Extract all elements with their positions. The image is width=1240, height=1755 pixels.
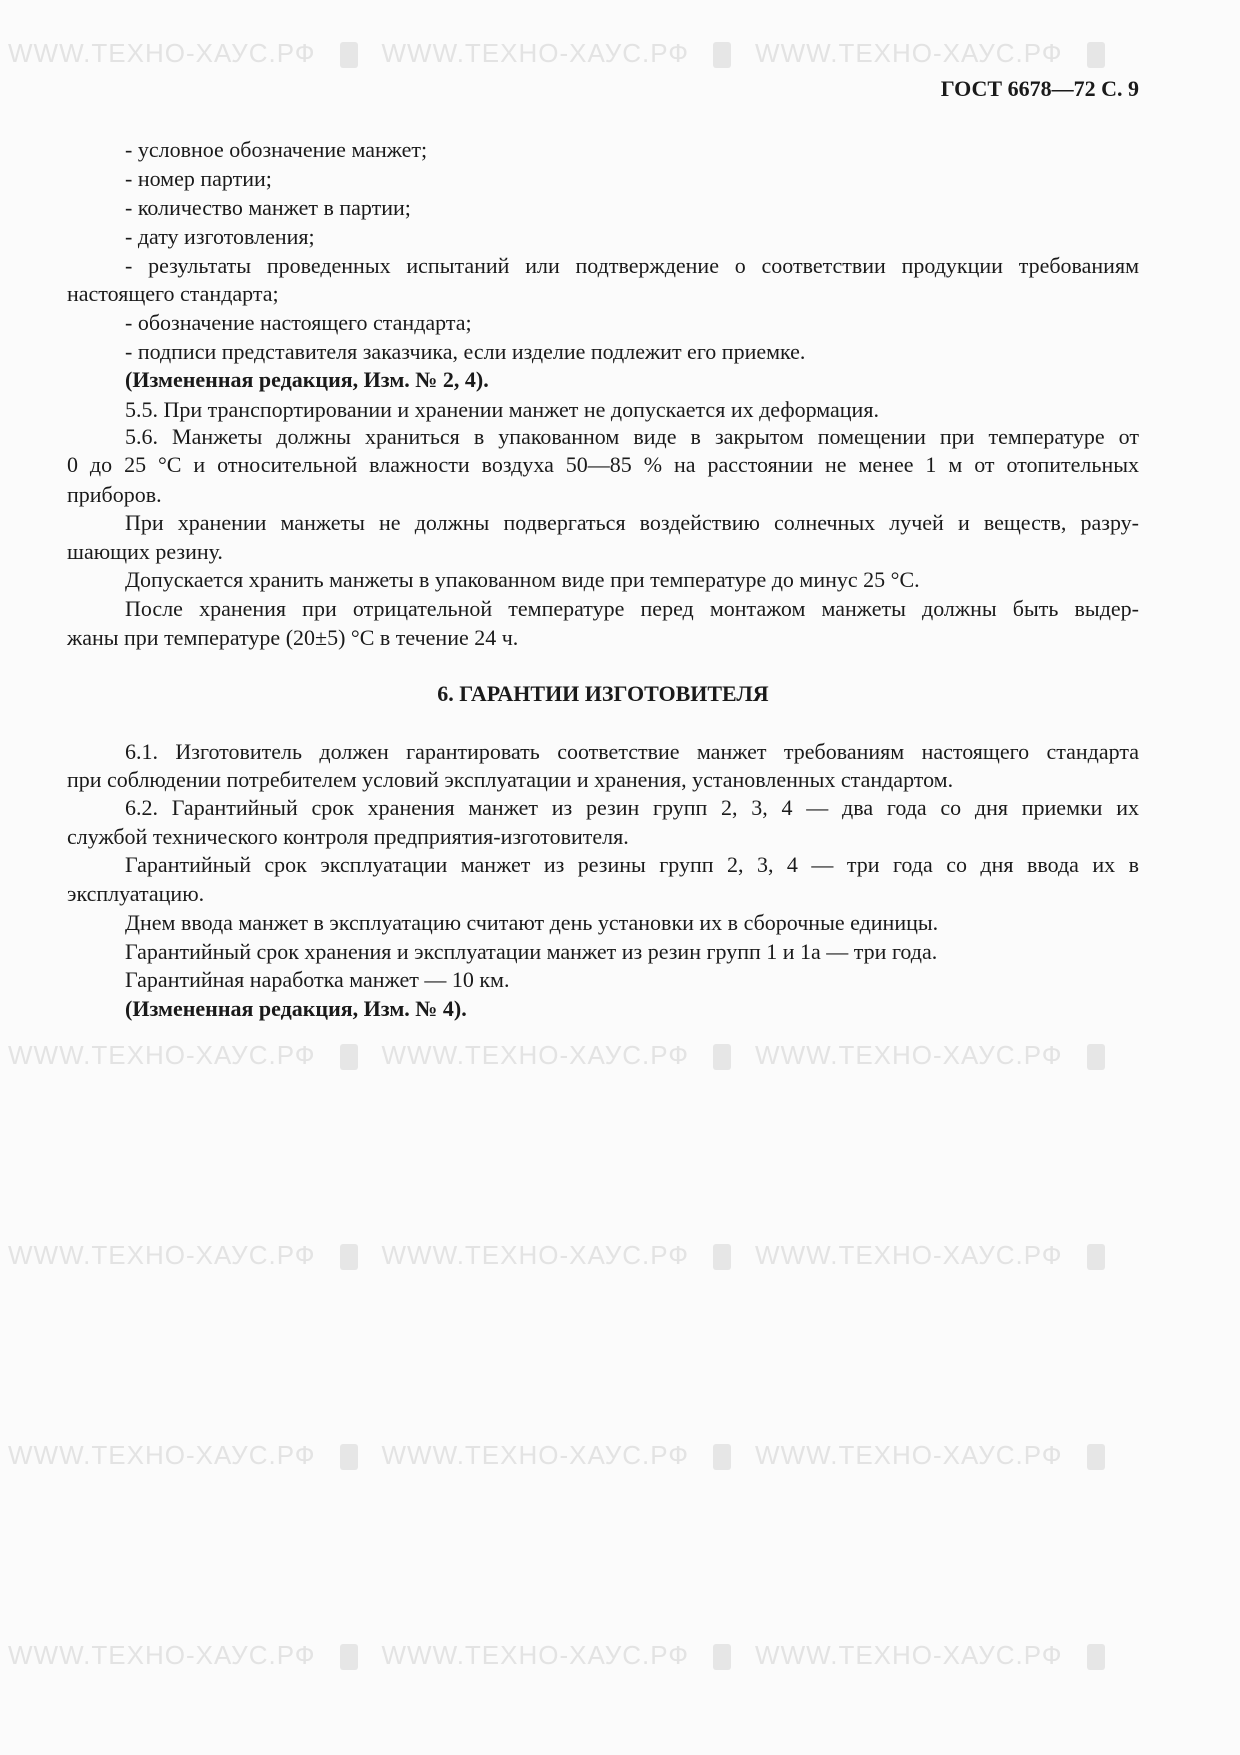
watermark-text: WWW.ТЕХНО-ХАУС.РФ (755, 38, 1063, 68)
watermark-logo-icon (340, 42, 358, 68)
text-line: - условное обозначение манжет; (125, 137, 428, 162)
text-line: После хранения при отрицательной температуре перед монтажом манжеты должны быть выдер- (125, 596, 1139, 621)
text-line: 0 до 25 °С и относительной влажности воздуха 50—85 % на расстоянии не менее 1 м от отопительных (67, 452, 1139, 477)
watermark-text: WWW.ТЕХНО-ХАУС.РФ (8, 1640, 316, 1670)
text-line: - подписи представителя заказчика, если изделие подлежит его приемке. (125, 339, 806, 364)
watermark-logo-icon (713, 1244, 731, 1270)
watermark-logo-icon (713, 1444, 731, 1470)
text-line: жаны при температуре (20±5) °С в течение 24 ч. (67, 625, 519, 650)
text-line: эксплуатацию. (67, 881, 205, 906)
text-line: 6.2. Гарантийный срок хранения манжет из резин групп 2, 3, 4 — два года со дня приемки их (125, 795, 1139, 820)
watermark-text: WWW.ТЕХНО-ХАУС.РФ (381, 1240, 690, 1270)
document-reference: ГОСТ 6678—72 С. 9 (940, 76, 1139, 101)
watermark-logo-icon (340, 1244, 358, 1270)
amendment-note: (Измененная редакция, Изм. № 2, 4). (125, 367, 489, 392)
watermark-logo-icon (340, 1644, 358, 1670)
watermark-logo-icon (713, 1044, 731, 1070)
watermark-text: WWW.ТЕХНО-ХАУС.РФ (381, 1440, 690, 1470)
watermark-text: WWW.ТЕХНО-ХАУС.РФ (755, 1440, 1063, 1470)
text-line: При хранении манжеты не должны подвергаться воздействию солнечных лучей и веществ, разру- (125, 510, 1139, 535)
watermark-logo-icon (1087, 1444, 1105, 1470)
watermark-text: WWW.ТЕХНО-ХАУС.РФ (8, 1440, 316, 1470)
text-line: Допускается хранить манжеты в упакованном виде при температуре до минус 25 °С. (125, 567, 920, 592)
watermark-logo-icon (1087, 1644, 1105, 1670)
text-line: 5.5. При транспортировании и хранении манжет не допускается их деформация. (125, 397, 879, 422)
watermark-row (8, 1240, 1228, 1270)
text-line: Гарантийный срок эксплуатации манжет из резины групп 2, 3, 4 — три года со дня ввода их в (125, 852, 1139, 877)
watermark-text: WWW.ТЕХНО-ХАУС.РФ (8, 1040, 316, 1070)
watermark-logo-icon (1087, 1244, 1105, 1270)
section-heading: 6. ГАРАНТИИ ИЗГОТОВИТЕЛЯ (437, 681, 769, 706)
watermark-row (8, 1040, 1228, 1070)
watermark-row (8, 1440, 1228, 1470)
watermark-text: WWW.ТЕХНО-ХАУС.РФ (755, 1240, 1063, 1270)
text-line: при соблюдении потребителем условий эксплуатации и хранения, установленных стандартом. (67, 767, 954, 792)
watermark-text: WWW.ТЕХНО-ХАУС.РФ (381, 1640, 690, 1670)
text-line: Гарантийный срок хранения и эксплуатации манжет из резин групп 1 и 1а — три года. (125, 939, 938, 964)
watermark-logo-icon (713, 42, 731, 68)
text-line: - результаты проведенных испытаний или подтверждение о соответствии продукции требованиям (125, 253, 1139, 278)
text-line: службой технического контроля предприятия-изготовителя. (67, 824, 629, 849)
watermark-text: WWW.ТЕХНО-ХАУС.РФ (755, 1640, 1063, 1670)
text-line: - номер партии; (125, 166, 272, 191)
watermark-row (8, 38, 1228, 68)
watermark-text: WWW.ТЕХНО-ХАУС.РФ (381, 1040, 690, 1070)
text-line: - дату изготовления; (125, 224, 315, 249)
amendment-note: (Измененная редакция, Изм. № 4). (125, 996, 467, 1021)
watermark-logo-icon (713, 1644, 731, 1670)
text-line: Гарантийная наработка манжет — 10 км. (125, 967, 510, 992)
text-line: настоящего стандарта; (67, 281, 279, 306)
text-line: 6.1. Изготовитель должен гарантировать соответствие манжет требованиям настоящего стандарта (125, 739, 1139, 764)
text-line: - обозначение настоящего стандарта; (125, 310, 472, 335)
watermark-logo-icon (1087, 1044, 1105, 1070)
text-line: 5.6. Манжеты должны храниться в упакованном виде в закрытом помещении при температуре от (125, 424, 1139, 449)
watermark-text: WWW.ТЕХНО-ХАУС.РФ (381, 38, 690, 68)
watermark-logo-icon (340, 1444, 358, 1470)
text-line: шающих резину. (67, 539, 223, 564)
text-line: - количество манжет в партии; (125, 195, 411, 220)
text-line: приборов. (67, 482, 162, 507)
watermark-logo-icon (1087, 42, 1105, 68)
text-line: Днем ввода манжет в эксплуатацию считают день установки их в сборочные единицы. (125, 910, 939, 935)
watermark-text: WWW.ТЕХНО-ХАУС.РФ (755, 1040, 1063, 1070)
watermark-text: WWW.ТЕХНО-ХАУС.РФ (8, 1240, 316, 1270)
watermark-row (8, 1640, 1228, 1670)
watermark-logo-icon (340, 1044, 358, 1070)
watermark-text: WWW.ТЕХНО-ХАУС.РФ (8, 38, 316, 68)
